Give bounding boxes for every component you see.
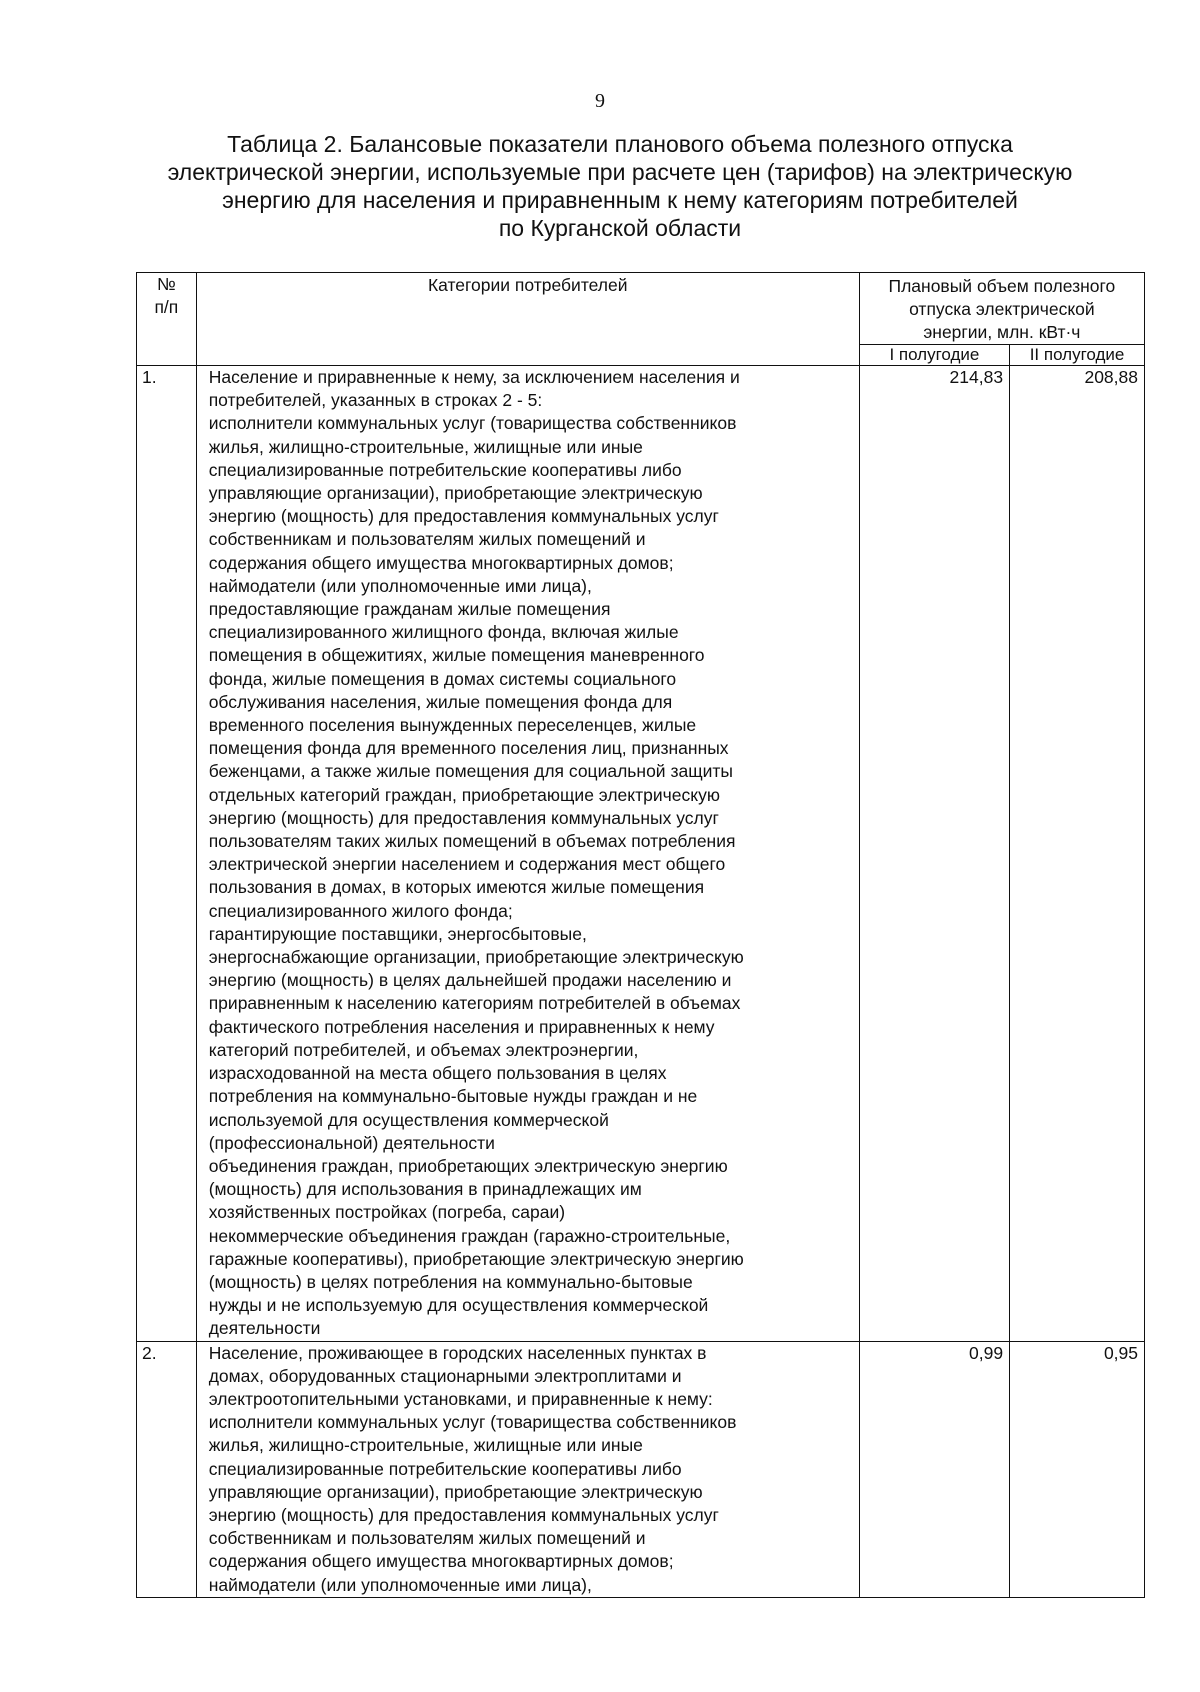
category-line: (мощность) в целях потребления на коммунально-бытовые [208,1271,693,1292]
category-line: специализированного жилищного фонда, включая жилые [208,622,679,643]
category-line: потребления на коммунально-бытовые нужды граждан и не [208,1086,698,1107]
category-line: специализированные потребительские кооперативы либо [208,1458,682,1479]
header-half2: II полугодие [1010,345,1145,366]
category-line: хозяйственных постройках (погреба, сараи) [208,1202,566,1223]
category-line: электрической энергии населением и содержания мест общего [208,854,726,875]
table-body [137,366,1145,1598]
row-category [196,366,859,1342]
row-category [196,1341,859,1597]
row-half1-value: 0,99 [859,1341,1009,1597]
category-line: временного поселения вынужденных переселенцев, жилые [208,715,697,736]
category-line: категорий потребителей, и объемах электроэнергии, [208,1039,639,1060]
table-row [137,366,1145,1342]
category-line: энергию (мощность) для предоставления коммунальных услуг [208,1504,719,1525]
balance-table [136,272,1145,1598]
category-line: приравненным к населению категориям потребителей в объемах [208,993,741,1014]
category-line: электроотопительными установками, и приравненные к нему: [208,1388,713,1409]
page-number: 9 [595,90,605,112]
category-line: жилья, жилищно-строительные, жилищные или иные [208,436,643,457]
table-title [130,130,1110,242]
category-line: фонда, жилые помещения в домах системы социального [208,668,677,689]
header-row [137,273,1145,345]
category-line: Население, проживающее в городских населенных пунктах в [208,1342,707,1363]
category-line: энергию (мощность) для предоставления коммунальных услуг [208,807,719,828]
category-line: фактического потребления населения и приравненных к нему [208,1016,715,1037]
category-line: объединения граждан, приобретающих электрическую энергию [208,1155,728,1176]
category-line: помещения фонда для временного поселения лиц, признанных [208,738,729,759]
header-category: Категории потребителей [196,273,859,366]
category-line: специализированного жилого фонда; [208,900,513,921]
category-line: исполнители коммунальных услуг (товарищества собственников [208,1412,737,1433]
category-line: жилья, жилищно-строительные, жилищные или иные [208,1435,643,1456]
category-line: гаражные кооперативы), приобретающие электрическую энергию [208,1248,744,1269]
row-number: 1. [137,366,197,1342]
category-line: (профессиональной) деятельности [208,1132,495,1153]
category-line: (мощность) для использования в принадлежащих им [208,1179,642,1200]
header-number-label: п/п [154,297,179,318]
row-number: 2. [137,1341,197,1597]
header-volume-line: энергии, млн. кВт·ч [923,322,1081,342]
category-line: наймодатели (или уполномоченные ими лица), [208,1574,592,1595]
title-line: Таблица 2. Балансовые показатели планового объема полезного отпуска [227,131,1013,157]
category-line: специализированные потребительские кооперативы либо [208,459,682,480]
category-line: управляющие организации), приобретающие электрическую [208,1481,703,1502]
category-line: израсходованной на места общего пользования в целях [208,1063,667,1084]
title-line: электрической энергии, используемые при расчете цен (тарифов) на электрическую [167,159,1073,185]
title-line: по Курганской области [498,215,742,241]
category-line: пользования в домах, в которых имеются жилые помещения [208,877,705,898]
category-line: домах, оборудованных стационарными электроплитами и [208,1365,682,1386]
category-line: энергию (мощность) для предоставления коммунальных услуг [208,506,719,527]
category-line: содержания общего имущества многоквартирных домов; [208,1551,674,1572]
category-line: собственникам и пользователям жилых помещений и [208,529,646,550]
category-line: пользователям таких жилых помещений в объемах потребления [208,831,736,852]
category-line: Население и приравненные к нему, за исключением населения и [208,367,740,387]
header-half1: I полугодие [859,345,1009,366]
category-line: используемой для осуществления коммерческой [208,1109,609,1130]
header-volume-line: Плановый объем полезного [888,276,1116,296]
category-line: гарантирующие поставщики, энергосбытовые, [208,923,587,944]
category-line: собственникам и пользователям жилых помещений и [208,1528,646,1549]
category-line: исполнители коммунальных услуг (товарищества собственников [208,413,737,434]
category-line: управляющие организации), приобретающие электрическую [208,483,703,504]
category-line: некоммерческие объединения граждан (гаражно-строительные, [208,1225,731,1246]
category-line: потребителей, указанных в строках 2 - 5: [208,390,543,411]
row-half2-value: 208,88 [1010,366,1145,1342]
header-number [137,273,197,366]
category-line: нужды и не используемую для осуществления коммерческой [208,1295,709,1316]
category-line: деятельности [208,1318,321,1339]
row-half1-value: 214,83 [859,366,1009,1342]
table-row [137,1341,1145,1597]
title-line: энергию для населения и приравненным к нему категориям потребителей [222,187,1018,213]
category-line: беженцами, а также жилые помещения для социальной защиты [208,761,733,782]
category-line: предоставляющие гражданам жилые помещения [208,599,611,620]
category-line: содержания общего имущества многоквартирных домов; [208,552,674,573]
category-line: энергию (мощность) в целях дальнейшей продажи населению и [208,970,732,991]
header-volume-line: отпуска электрической [909,299,1095,319]
category-line: обслуживания населения, жилые помещения фонда для [208,691,673,712]
header-number-sign: № [156,274,176,294]
category-line: энергоснабжающие организации, приобретающие электрическую [208,947,744,968]
row-half2-value: 0,95 [1010,1341,1145,1597]
category-line: помещения в общежитиях, жилые помещения маневренного [208,645,705,666]
category-line: отдельных категорий граждан, приобретающие электрическую [208,784,720,805]
header-volume [859,273,1144,345]
category-line: наймодатели (или уполномоченные ими лица), [208,575,592,596]
